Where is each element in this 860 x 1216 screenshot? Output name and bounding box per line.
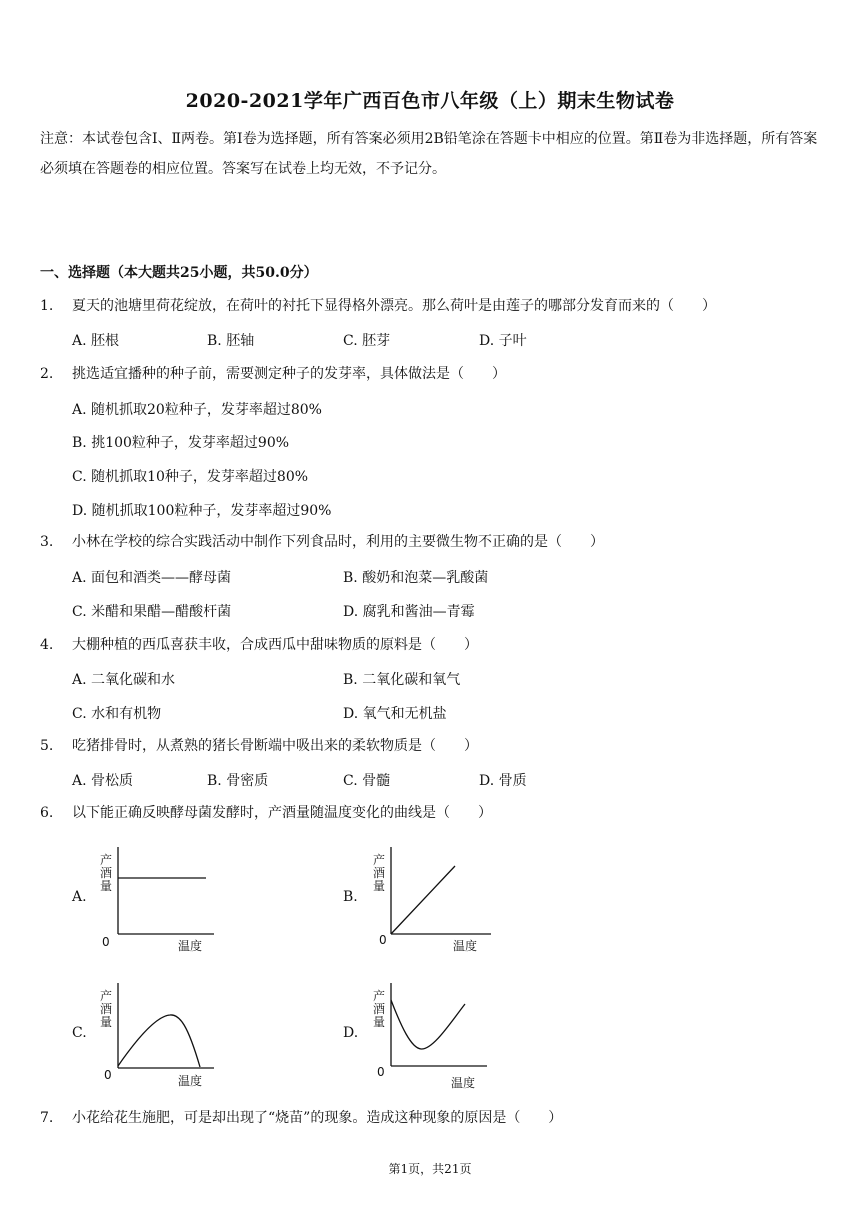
option-a: A. 随机抓取20粒种子，发芽率超过80% <box>72 402 322 418</box>
y-axis-label-1: 产 <box>100 989 113 1003</box>
y-axis-label-2: 酒 <box>100 1002 113 1016</box>
graph-b <box>369 842 499 957</box>
y-axis-label-3: 量 <box>373 1015 386 1029</box>
question-stem: 夏天的池塘里荷花绽放，在荷叶的衬托下显得格外漂亮。那么荷叶是由莲子的哪部分发育而来的（ ） <box>72 298 716 314</box>
option-b: B. 骨密质 <box>207 773 269 789</box>
y-axis-label-1: 产 <box>373 853 386 867</box>
page-title: 2020-2021学年广西百色市八年级（上）期末生物试卷 <box>185 90 675 112</box>
option-d: D. 腐乳和酱油—青霉 <box>343 604 475 620</box>
y-axis-label-3: 量 <box>100 1015 113 1029</box>
question-stem: 以下能正确反映酵母菌发酵时，产酒量随温度变化的曲线是（ ） <box>72 805 492 821</box>
option-c: C. 胚芽 <box>343 333 391 349</box>
option-c: C. 骨髓 <box>343 773 391 789</box>
question-number: 1. <box>40 298 54 314</box>
option-d: D. 子叶 <box>479 333 527 349</box>
page-footer: 第1页，共21页 <box>388 1162 472 1176</box>
option-b: B. 酸奶和泡菜—乳酸菌 <box>343 570 489 586</box>
option-c: C. 米醋和果醋—醋酸杆菌 <box>72 604 232 620</box>
graph-a <box>96 842 226 957</box>
option-b: B. 胚轴 <box>207 333 255 349</box>
question-stem: 挑选适宜播种的种子前，需要测定种子的发芽率，具体做法是（ ） <box>72 366 506 382</box>
question-number: 4. <box>40 637 54 653</box>
y-axis-label-3: 量 <box>100 879 113 893</box>
graph-c <box>96 978 226 1093</box>
origin-label: 0 <box>379 933 387 947</box>
y-axis-label-2: 酒 <box>373 1002 386 1016</box>
y-axis-label-2: 酒 <box>100 866 113 880</box>
origin-label: 0 <box>104 1068 112 1082</box>
option-c: C. 水和有机物 <box>72 706 162 722</box>
exam-notice: 注意：本试卷包含Ⅰ、Ⅱ两卷。第Ⅰ卷为选择题，所有答案必须用2B铅笔涂在答题卡中相应的位置。第Ⅱ卷为非选择题，所有答案必须填在答题卷的相应位置。答案写在试卷上均无效，不予记分。 <box>40 131 818 177</box>
question-number: 6. <box>40 805 54 821</box>
question-stem: 小花给花生施肥，可是却出现了“烧苗”的现象。造成这种现象的原因是（ ） <box>72 1110 563 1126</box>
option-c: C. 随机抓取10种子，发芽率超过80% <box>72 469 309 485</box>
option-b: B. 二氧化碳和氧气 <box>343 672 461 688</box>
question-number: 7. <box>40 1110 54 1126</box>
option-d: D. 骨质 <box>479 773 527 789</box>
x-axis-label: 温度 <box>178 1074 203 1088</box>
option-b: B. 挑100粒种子，发芽率超过90% <box>72 435 290 451</box>
curve-line <box>118 1015 200 1067</box>
curve-line <box>391 1000 465 1049</box>
option-a: A. 胚根 <box>72 333 120 349</box>
option-a: A. 面包和酒类——酵母菌 <box>72 570 232 586</box>
y-axis-label-2: 酒 <box>373 866 386 880</box>
question-stem: 吃猪排骨时，从煮熟的猪长骨断端中吸出来的柔软物质是（ ） <box>72 738 478 754</box>
question-number: 2. <box>40 366 54 382</box>
y-axis-label-3: 量 <box>373 879 386 893</box>
option-d: D. 氧气和无机盐 <box>343 706 447 722</box>
x-axis-label: 温度 <box>178 939 203 953</box>
option-a: A. 骨松质 <box>72 773 134 789</box>
option-a: A. <box>72 889 87 905</box>
question-stem: 大棚种植的西瓜喜获丰收，合成西瓜中甜味物质的原料是（ ） <box>72 637 478 653</box>
question-number: 5. <box>40 738 54 754</box>
option-a: A. 二氧化碳和水 <box>72 672 176 688</box>
graph-d <box>369 978 499 1093</box>
option-d: D. <box>343 1025 359 1041</box>
section-heading: 一、选择题（本大题共25小题，共50.0分） <box>40 265 318 281</box>
origin-label: 0 <box>377 1065 385 1079</box>
y-axis-label-1: 产 <box>373 989 386 1003</box>
option-c: C. <box>72 1025 87 1041</box>
option-d: D. 随机抓取100粒种子，发芽率超过90% <box>72 503 332 519</box>
y-axis-label-1: 产 <box>100 853 113 867</box>
origin-label: 0 <box>102 935 110 949</box>
x-axis-label: 温度 <box>451 1076 476 1090</box>
x-axis-label: 温度 <box>453 939 478 953</box>
option-b: B. <box>343 889 358 905</box>
question-number: 3. <box>40 534 54 550</box>
curve-line <box>391 866 455 934</box>
question-stem: 小林在学校的综合实践活动中制作下列食品时，利用的主要微生物不正确的是（ ） <box>72 534 604 550</box>
